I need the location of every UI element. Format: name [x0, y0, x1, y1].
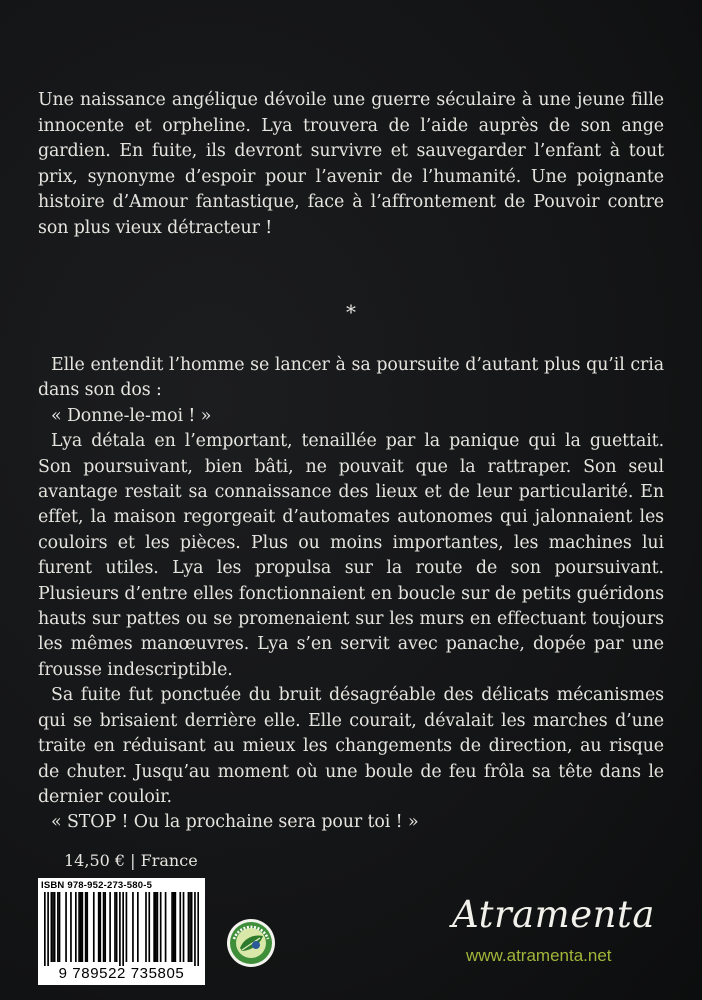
- barcode-bar: [52, 892, 54, 962]
- barcode-bar: [132, 892, 134, 962]
- barcode-bar: [93, 892, 95, 962]
- price-label: 14,50 € | France: [64, 851, 198, 870]
- barcode-bars: [44, 892, 199, 966]
- excerpt-quote-1: « Donne-le-moi ! »: [51, 405, 212, 426]
- barcode-bar: [44, 892, 46, 966]
- barcode-bar: [194, 892, 196, 966]
- barcode-bar: [155, 892, 157, 962]
- barcode-bar: [109, 892, 111, 962]
- barcode-bar: [103, 892, 105, 962]
- barcode-bar: [160, 892, 162, 962]
- barcode-bar: [175, 892, 177, 962]
- barcode-bar: [153, 892, 155, 962]
- publisher-logo: Atramenta: [452, 893, 655, 936]
- barcode-bar: [98, 892, 100, 962]
- barcode-bar: [188, 892, 190, 962]
- barcode-bar: [104, 892, 106, 962]
- barcode-bar: [80, 892, 82, 962]
- barcode-bar: [157, 892, 159, 962]
- barcode-bar: [197, 892, 199, 966]
- barcode-bar: [47, 892, 49, 966]
- barcode-digits: 9 789522 735805: [58, 965, 185, 982]
- barcode-bar: [59, 892, 61, 962]
- barcode-bar: [65, 892, 67, 962]
- imprim-vert-logo-icon: [226, 918, 276, 968]
- barcode-bar: [145, 892, 147, 962]
- barcode-bar: [82, 892, 84, 962]
- excerpt-paragraph-2: Lya détala en l’emportant, tenaillée par la panique qui la guettait. Son poursuivant, bien bâti, ne pouvait que la rattraper. Son seul avantage restait sa connaissance des lieux et de leur particularité. En effet, la maison regorgeait d’automates autonomes qui jalonnaient les couloirs et les pièces. Plus ou moins importantes, les machines lui furent utiles. Lya les propulsa sur la route de son poursuivant. Plusieurs d’entre elles fonctionnaient en boucle sur de petits guéridons hauts sur pattes ou se promenaient sur les murs en effectuant toujours les mêmes manœuvres. Lya s’en servit avec panache, dopée par une frousse indescriptible.: [38, 431, 664, 680]
- barcode-bar: [122, 892, 124, 966]
- barcode-bar: [165, 892, 167, 962]
- excerpt-paragraph-3: Sa fuite fut ponctuée du bruit désagréable des délicats mécanismes qui se brisaient derrière elle. Elle courait, dévalait les marches d’une traite en réduisant au mieux les changements de direction, au risque de chuter. Jusqu’au moment où une boule de feu frôla sa tête dans le dernier couloir.: [38, 685, 664, 807]
- excerpt: [38, 353, 664, 836]
- barcode-bar: [86, 892, 88, 962]
- barcode-bar: [57, 892, 59, 962]
- barcode-bar: [191, 892, 193, 962]
- barcode-bar: [183, 892, 185, 962]
- excerpt-paragraph-1: Elle entendit l’homme se lancer à sa poursuite d’autant plus qu’il cria dans son dos :: [38, 355, 664, 401]
- barcode-bar: [148, 892, 150, 962]
- barcode-bar: [137, 892, 139, 962]
- publisher-url[interactable]: www.atramenta.net: [466, 946, 612, 965]
- barcode-bar: [126, 892, 128, 962]
- barcode-bar: [99, 892, 101, 962]
- barcode-bar: [116, 892, 118, 962]
- barcode-bar: [114, 892, 116, 962]
- barcode-bar: [189, 892, 191, 962]
- barcode-bar: [119, 892, 121, 966]
- barcode-bar: [54, 892, 56, 962]
- isbn-label: ISBN 978-952-273-580-5: [41, 880, 153, 891]
- barcode-bar: [171, 892, 173, 962]
- barcode-bar: [179, 892, 181, 962]
- barcode-bar: [85, 892, 87, 962]
- blurb-text: Une naissance angélique dévoile une guerre séculaire à une jeune fille innocente et orpheline. Lya trouvera de l’aide auprès de son ange gardien. En fuite, ils devront survivre et sauvegarder l’enfant à tout prix, synonyme d’espoir pour l’avenir de l’humanité. Une poignante histoire d’Amour fantastique, face à l’affrontement de Pouvoir contre son plus vieux détracteur !: [38, 90, 664, 238]
- isbn-barcode: [38, 878, 205, 985]
- barcode-bar: [173, 892, 175, 962]
- barcode-bar: [51, 892, 53, 962]
- excerpt-quote-2: « STOP ! Ou la prochaine sera pour toi ! »: [51, 812, 419, 833]
- barcode-bar: [78, 892, 80, 962]
- barcode-bar: [70, 892, 72, 962]
- section-separator: *: [346, 300, 356, 324]
- barcode-bar: [75, 892, 77, 962]
